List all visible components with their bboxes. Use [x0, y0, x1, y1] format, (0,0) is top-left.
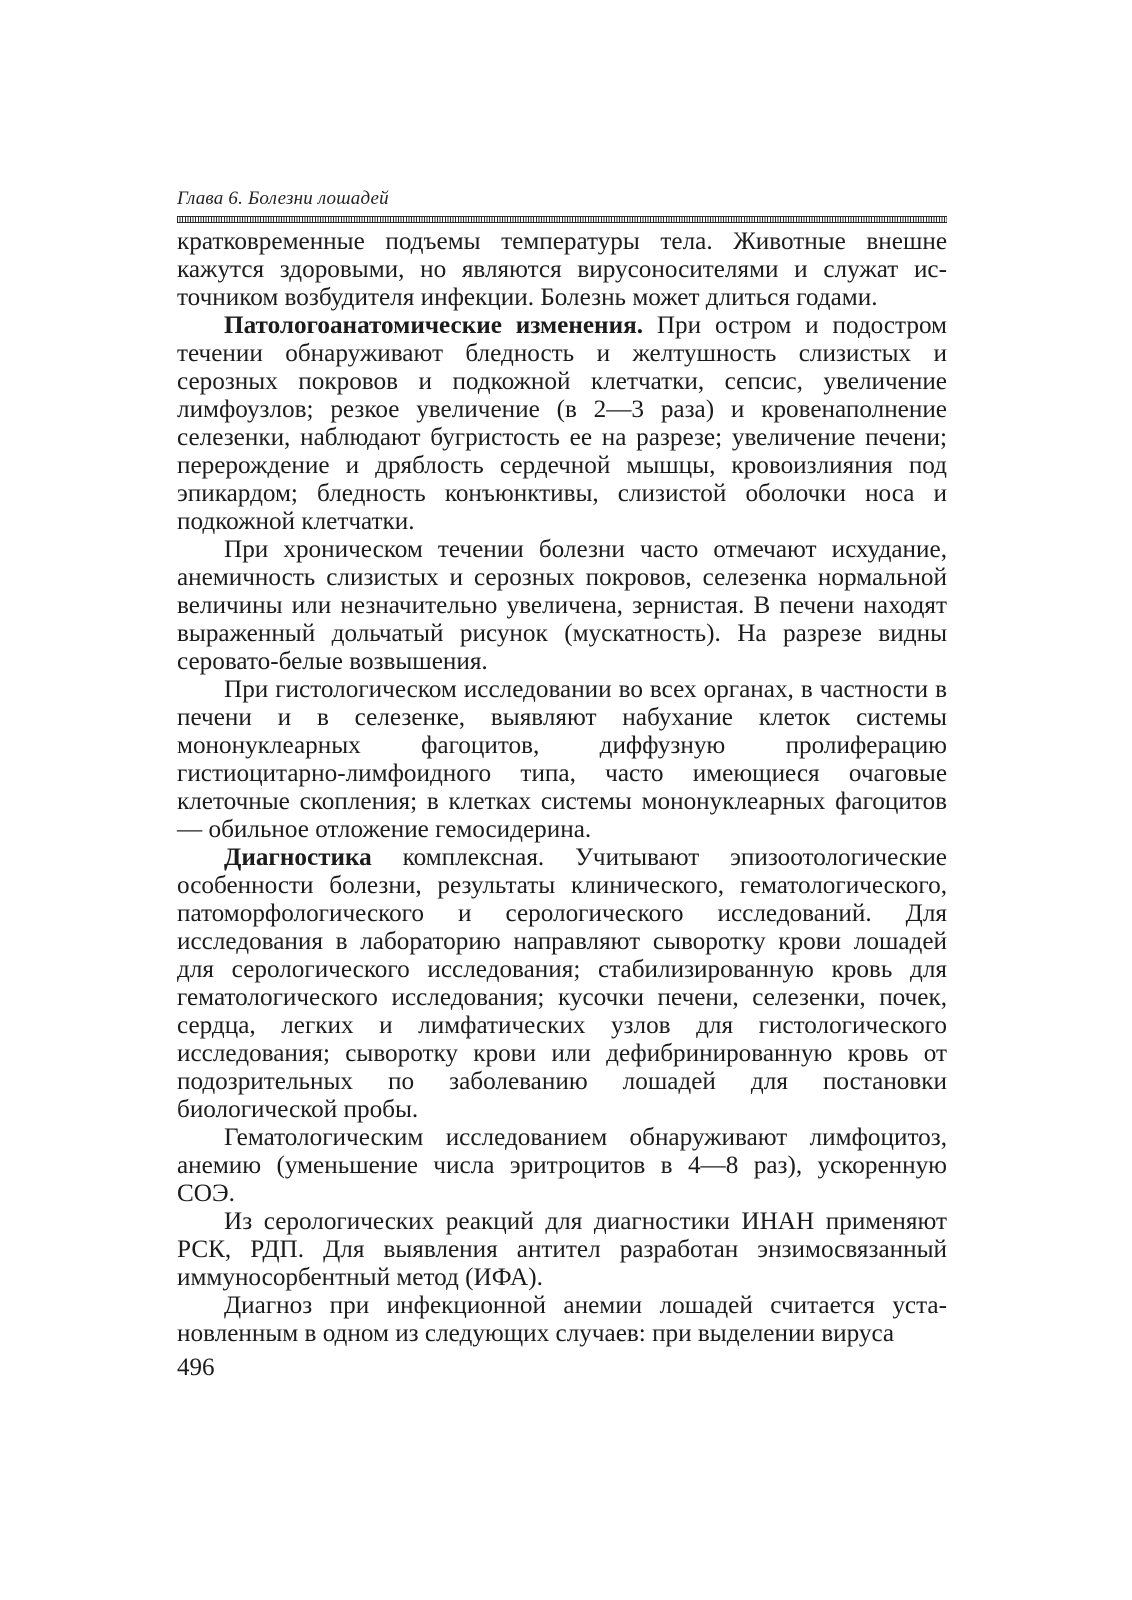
- paragraph-2: [177, 312, 947, 536]
- paragraph-5: [177, 844, 947, 1124]
- paragraph-3-text: При хроническом течении болезни часто отмечают исхудание, анемичность слизистых и серозных покровов, селезенка нормальной величины или незначительно увеличена, зернистая. В печени находят выраженный дольчатый рисунок (мускатность). На разрезе видны серовато-белые возвышения.: [177, 536, 947, 675]
- paragraph-5-text: комплексная. Учитывают эпизоотологические особенности болезни, результаты клинического, гематологического, патоморфологического и серологического исследований. Для исследования в лабораторию направляют сыворотку крови лошадей для серологического исследования; стабилизированную кровь для гематологического исследования; кусочки печени, селезенки, почек, сердца, легких и лимфатических узлов для гистологического исследования; сыворотку крови или дефибринированную кровь от подозрительных по заболеванию лошадей для постановки биологической пробы.: [177, 844, 947, 1123]
- body-text: [177, 228, 947, 1348]
- paragraph-6-text: Гематологическим исследованием обнаруживают лимфоцитоз, анемию (уменьшение числа эритроцитов в 4—8 раз), ускоренную СОЭ.: [177, 1124, 947, 1207]
- page-number: 496: [177, 1354, 215, 1381]
- running-head: Глава 6. Болезни лошадей: [177, 188, 389, 209]
- paragraph-4-text: При гистологическом исследовании во всех органах, в частности в печени и в селезенке, выявляют набухание клеток системы мононуклеарных фагоцитов, диффузную пролиферацию гистиоцитарно-лимфоидного типа, часто имеющиеся очаговые клеточные скопления; в клетках системы мононуклеарных фагоцитов — обильное отложение гемосидерина.: [177, 676, 947, 843]
- paragraph-4: [177, 676, 947, 844]
- paragraph-1-text: кратковременные подъемы температуры тела. Животные внешне кажутся здоровыми, но являются вирусоносителями и служат источником возбудителя инфекции. Болезнь может длиться годами.: [177, 228, 947, 311]
- paragraph-3: [177, 536, 947, 676]
- header-rule: [177, 216, 947, 223]
- paragraph-1: [177, 228, 947, 312]
- section-heading-diagnostics: Диагностика: [224, 844, 372, 871]
- paragraph-7: [177, 1208, 947, 1292]
- section-heading-pathology: Патологоанатомические изменения.: [224, 312, 644, 339]
- paragraph-6: [177, 1124, 947, 1208]
- paragraph-8-text: Диагноз при инфекционной анемии лошадей считается установленным в одном из следующих случаев: при выделении вируса: [177, 1292, 947, 1347]
- book-page: [177, 188, 947, 1382]
- paragraph-8: [177, 1292, 947, 1348]
- paragraph-2-text: При остром и подостром течении обнаруживают бледность и желтушность слизистых и серозных покровов и подкожной клетчатки, сепсис, увеличение лимфоузлов; резкое увеличение (в 2—3 раза) и кровенаполнение селезенки, наблюдают бугристость ее на разрезе; увеличение печени; перерождение и дряблость сердечной мышцы, кровоизлияния под эпикардом; бледность конъюнктивы, слизистой оболочки носа и подкожной клетчатки.: [177, 312, 947, 535]
- paragraph-7-text: Из серологических реакций для диагностики ИНАН применяют РСК, РДП. Для выявления антител разработан энзимосвязанный иммуносорбентный метод (ИФА).: [177, 1208, 947, 1291]
